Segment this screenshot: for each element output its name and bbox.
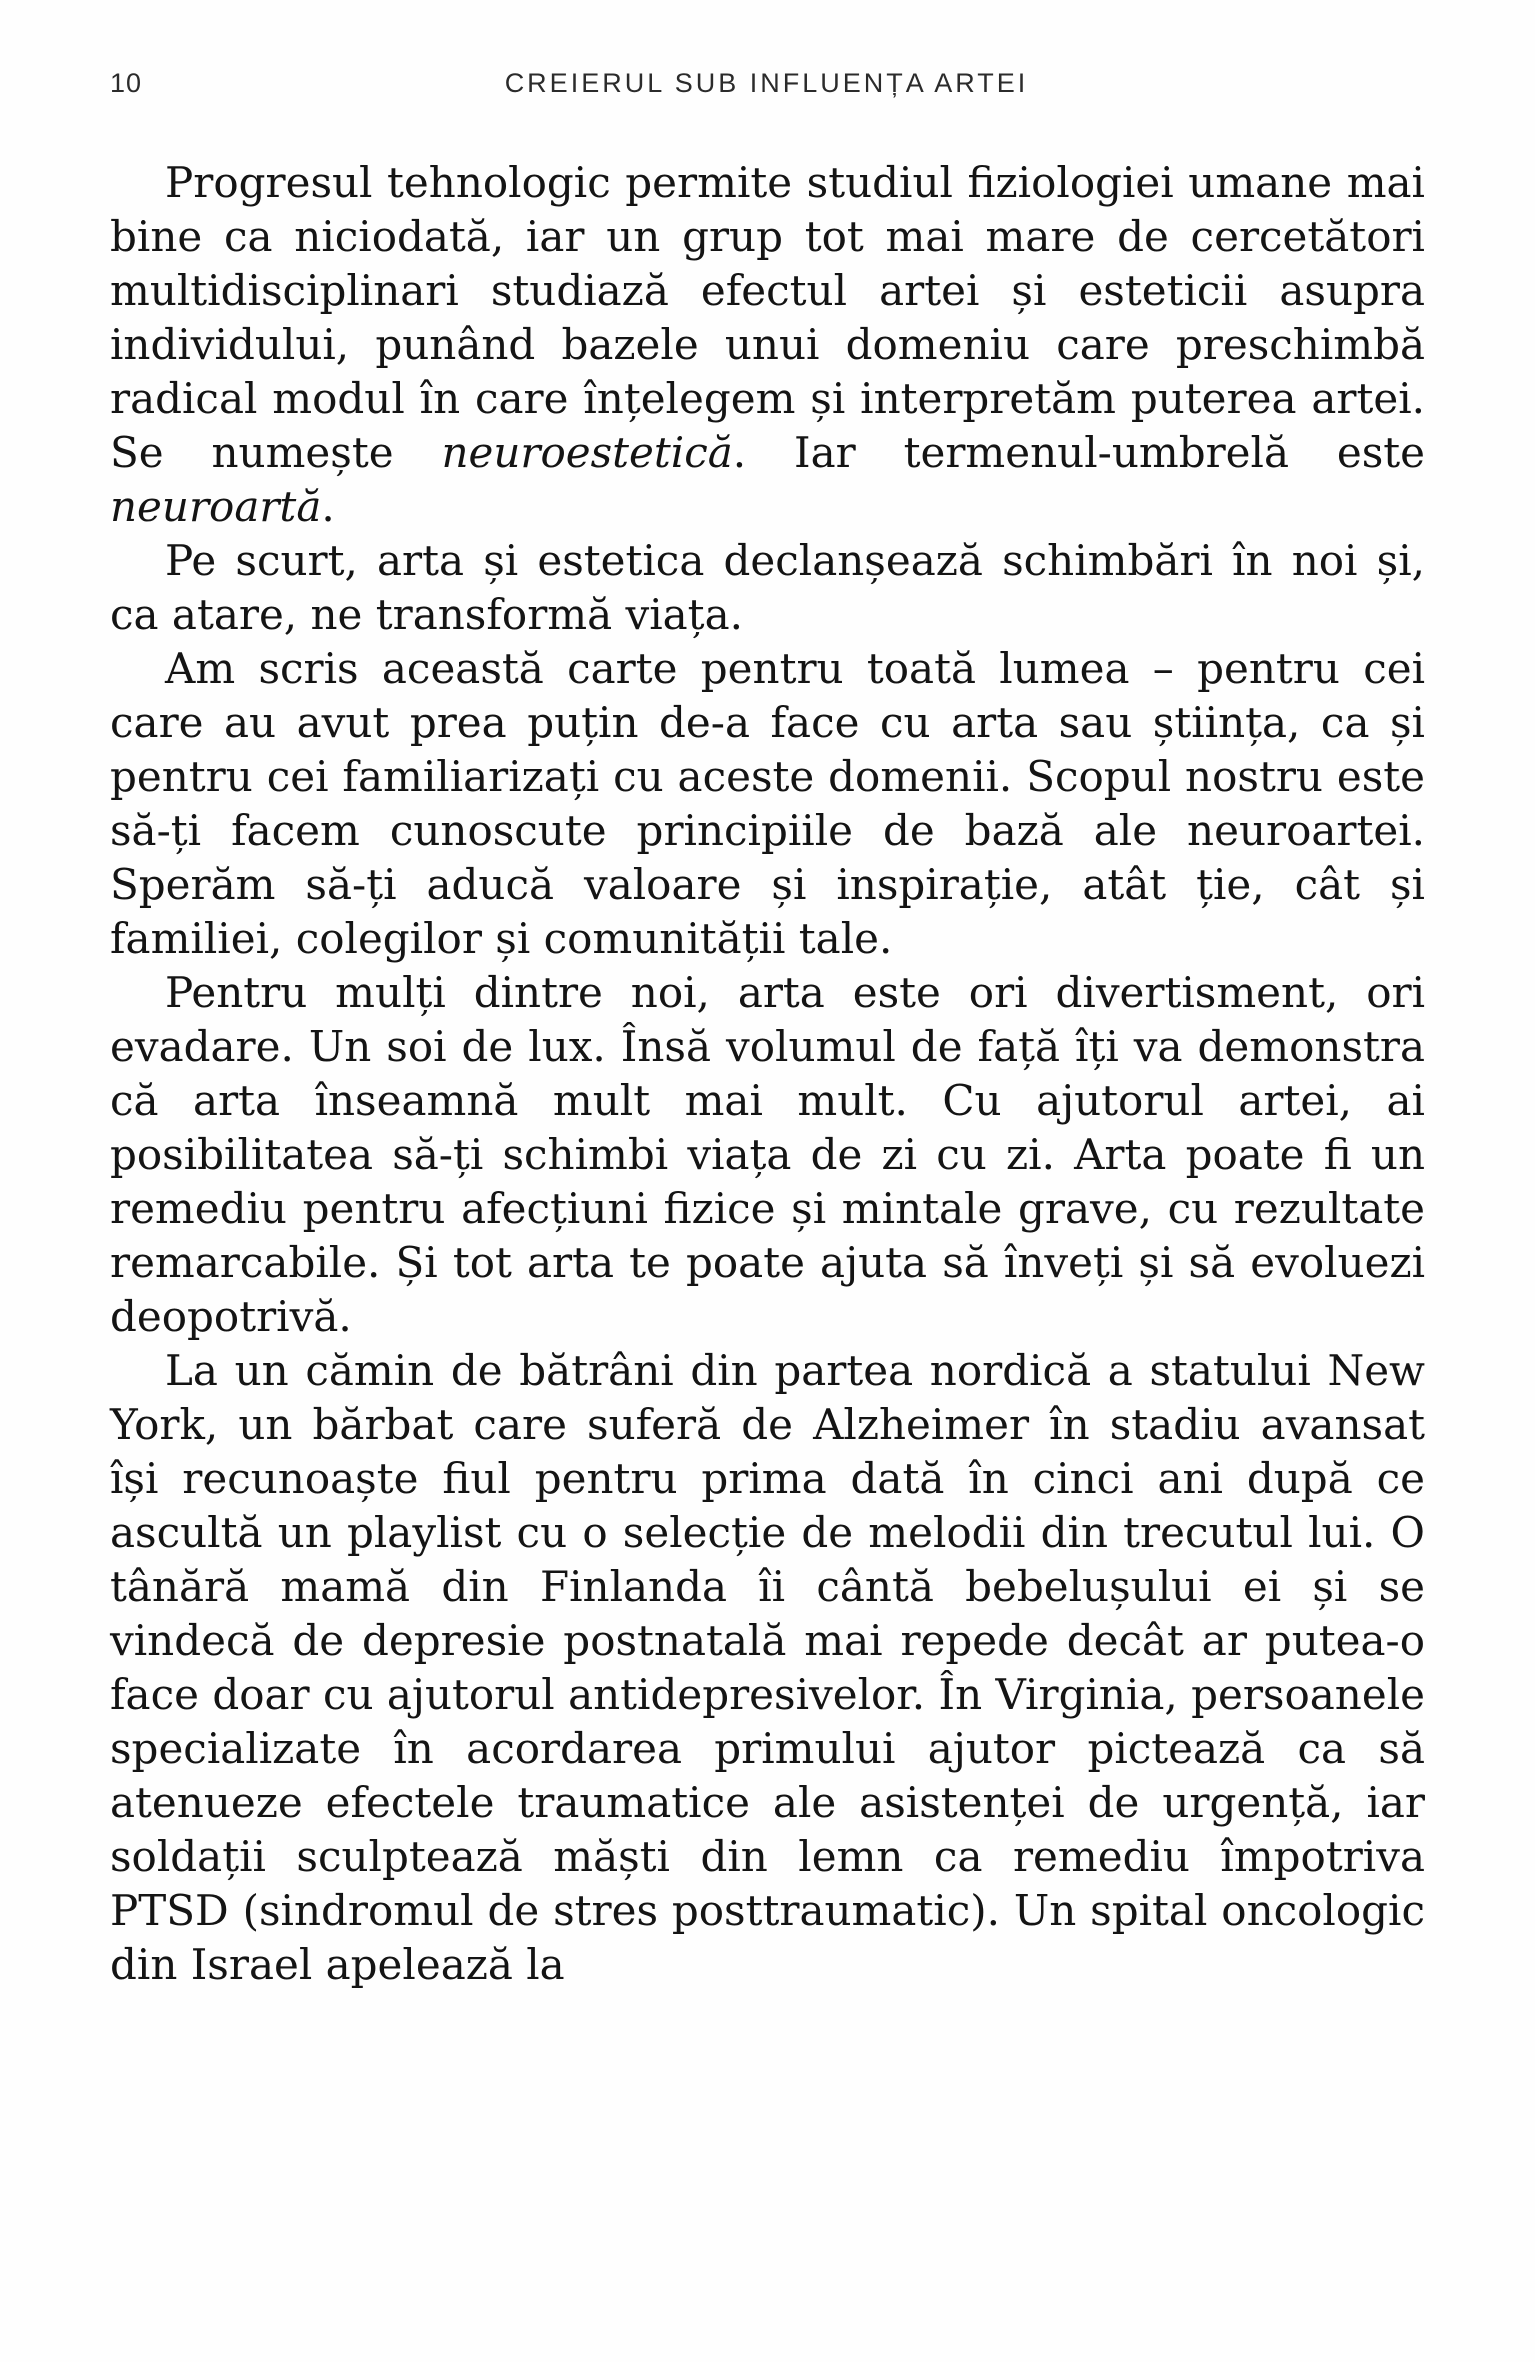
paragraph-2: Pe scurt, arta și estetica declanșează schimbări în noi și, ca atare, ne transformă viața.	[110, 536, 1425, 639]
page-body	[110, 156, 1425, 1992]
text-run: .	[321, 482, 335, 531]
italic-term-neuroestetica: neuroestetică	[441, 428, 733, 477]
running-head: CREIERUL SUB INFLUENȚA ARTEI	[504, 68, 1029, 98]
italic-term-neuroarta: neuroartă	[110, 482, 322, 531]
paragraph-5: La un cămin de bătrâni din partea nordică a statului New York, un bărbat care suferă de Alzheimer în stadiu avansat își recunoaște fiul pentru prima dată în cinci ani după ce ascultă un playlist cu o selecție de melodii din trecutul lui. O tânără mamă din Finlanda îi cântă bebelușului ei și se vindecă de depresie postnatală mai repede decât ar putea-o face doar cu ajutorul antidepresivelor. În Virginia, persoanele specializate în acordarea primului ajutor pictează ca să atenueze efectele traumatice ale asistenței de urgență, iar soldații sculptează măști din lemn ca remediu împotriva PTSD (sindromul de stres posttraumatic). Un spital oncologic din Israel apelează la	[110, 1346, 1426, 1989]
text-run: . Iar termenul-umbrelă este	[732, 428, 1425, 477]
paragraph-1	[110, 156, 1425, 534]
paragraph-4: Pentru mulți dintre noi, arta este ori divertisment, ori evadare. Un soi de lux. Însă volumul de față îți va demonstra că arta înseamnă mult mai mult. Cu ajutorul artei, ai posibilitatea să-ți schimbi viața de zi cu zi. Arta poate fi un remediu pentru afecțiuni fizice și mintale grave, cu rezultate remarcabile. Și tot arta te poate ajuta să înveți și să evoluezi deopotrivă.	[110, 968, 1425, 1341]
page-header	[110, 68, 1423, 108]
page-number: 10	[110, 68, 143, 98]
paragraph-3: Am scris această carte pentru toată lumea – pentru cei care au avut prea puțin de-a face cu arta sau știința, ca și pentru cei familiarizați cu aceste domenii. Scopul nostru este să-ți facem cunoscute principiile de bază ale neuroartei. Sperăm să-ți aducă valoare și inspirație, atât ție, cât și familiei, colegilor și comunității tale.	[110, 644, 1425, 963]
text-run: Progresul tehnologic permite studiul fiziologiei umane mai bine ca niciodată, iar un grup tot mai mare de cercetători multidisciplinari studiază efectul artei și esteticii asupra individului, punând bazele unui domeniu care preschimbă radical modul în care înțelegem și interpretăm puterea artei. Se numește	[110, 158, 1425, 477]
